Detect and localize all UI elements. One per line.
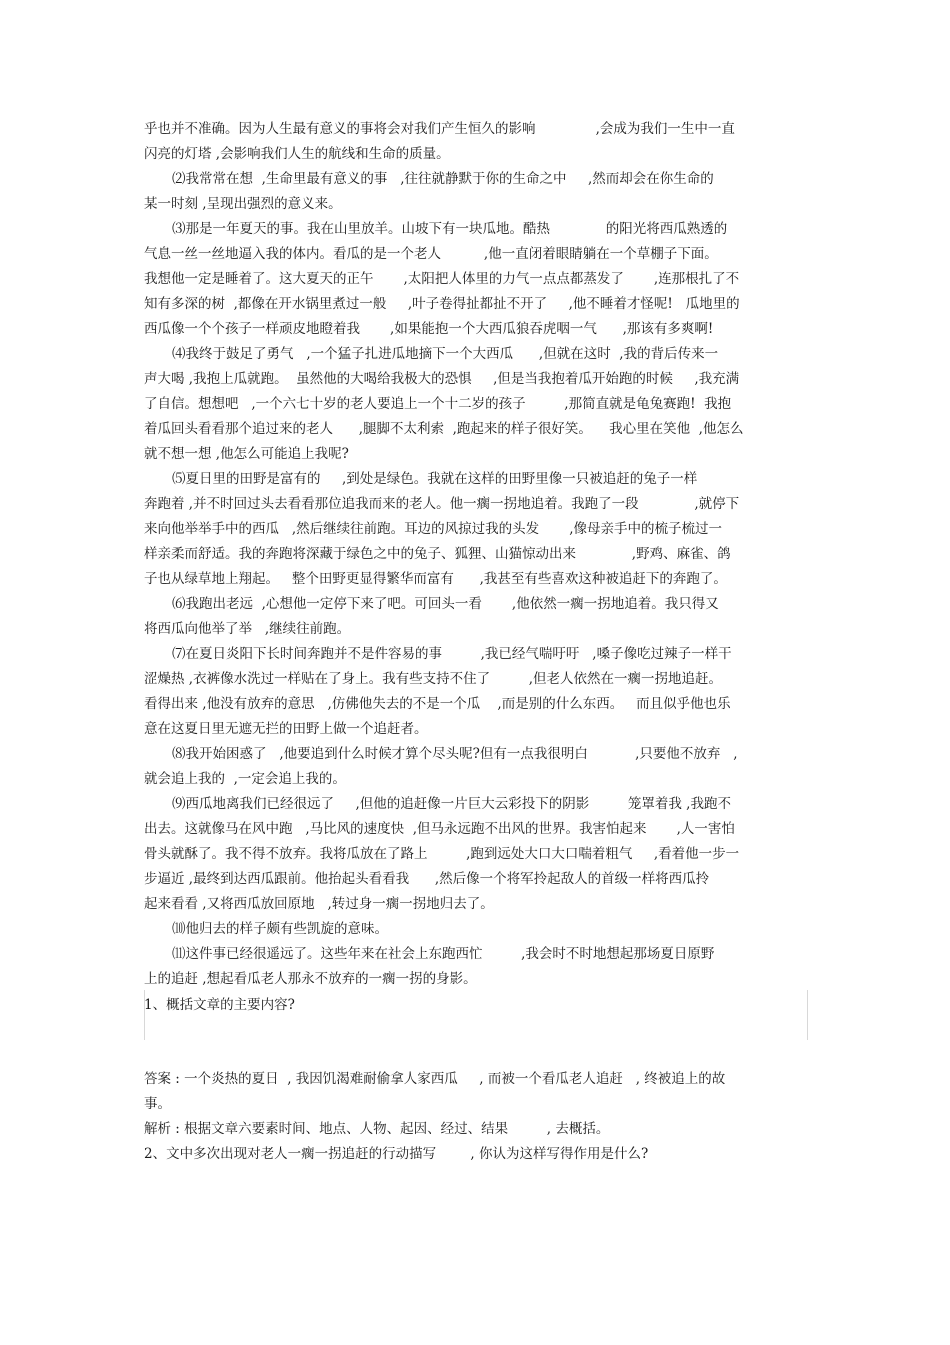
text-line: 来向他举举手中的西瓜 ,然后继续往前跑。耳边的风掠过我的头发 ,像母亲手中的梳子梳过一 xyxy=(144,521,722,537)
text-line: 西瓜像一个个孩子一样顽皮地瞪着我 ,如果能抱一个大西瓜狼吞虎咽一气 ,那该有多爽啊! xyxy=(144,321,714,337)
paragraph-9-line: ⑼西瓜地离我们已经很远了 ,但他的追赶像一片巨大云彩投下的阴影 笼罩着我 ,我跑不 xyxy=(172,796,731,812)
text-line: 就不想一想 ,他怎么可能追上我呢? xyxy=(144,446,349,462)
text-line: 将西瓜向他举了举 ,继续往前跑。 xyxy=(144,621,351,637)
paragraph-2-line: ⑵我常常在想 ,生命里最有意义的事 ,往往就静默于你的生命之中 ,然而却会在你生命的 xyxy=(172,171,714,187)
paragraph-6-line: ⑹我跑出老远 ,心想他一定停下来了吧。可回头一看 ,他依然一瘸一拐地追着。我只得又 xyxy=(172,596,719,612)
text-line: 闪亮的灯塔 ,会影响我们人生的航线和生命的质量。 xyxy=(144,146,450,162)
text-line: 子也从绿草地上翔起。 整个田野更显得繁华而富有 ,我甚至有些喜欢这种被追赶下的奔跑了。 xyxy=(144,571,727,587)
text-line: 看得出来 ,他没有放弃的意思 ,仿佛他失去的不是一个瓜 ,而是别的什么东西。 而且似乎他也乐 xyxy=(144,696,731,712)
text-line: 骨头就酥了。我不得不放弃。我将瓜放在了路上 ,跑到远处大口大口喘着粗气 ,看着他一步一 xyxy=(144,846,740,862)
text-line: 知有多深的树 ,都像在开水锅里煮过一般 ,叶子卷得扯都扯不开了 ,他不睡着才怪呢! 瓜地里的 xyxy=(144,296,740,312)
text-line: 着瓜回头看看那个追过来的老人 ,腿脚不太利索 ,跑起来的样子很好笑。 我心里在笑他 ,他怎么 xyxy=(144,421,744,437)
answer-space xyxy=(144,990,808,1040)
paragraph-4-line: ⑷我终于鼓足了勇气 ,一个猛子扎进瓜地摘下一个大西瓜 ,但就在这时 ,我的背后传来一 xyxy=(172,346,719,362)
paragraph-3-line: ⑶那是一年夏天的事。我在山里放羊。山坡下有一块瓜地。酷热 的阳光将西瓜熟透的 xyxy=(172,221,728,237)
text-line: 上的追赶 ,想起看瓜老人那永不放弃的一瘸一拐的身影。 xyxy=(144,971,477,987)
analysis-line: 解析 : 根据文章六要素时间、地点、人物、起因、经过、结果 , 去概括。 xyxy=(144,1121,610,1137)
text-line: 就会追上我的 ,一定会追上我的。 xyxy=(144,771,346,787)
text-line: 声大喝 ,我抱上瓜就跑。 虽然他的大喝给我极大的恐惧 ,但是当我抱着瓜开始跑的时候 ,我充满 xyxy=(144,371,740,387)
text-line: 起来看看 ,又将西瓜放回原地 ,转过身一瘸一拐地归去了。 xyxy=(144,896,494,912)
text-line: 气息一丝一丝地逼入我的体内。看瓜的是一个老人 ,他一直闭着眼睛躺在一个草棚子下面。 xyxy=(144,246,718,262)
text-line: 乎也并不准确。因为人生最有意义的事将会对我们产生恒久的影响 ,会成为我们一生中一直 xyxy=(144,121,735,137)
text-line: 意在这夏日里无遮无拦的田野上做一个追赶者。 xyxy=(144,721,428,737)
text-line: 了自信。想想吧 ,一个六七十岁的老人要追上一个十二岁的孩子 ,那简直就是龟兔赛跑! 我抱 xyxy=(144,396,732,412)
paragraph-7-line: ⑺在夏日炎阳下长时间奔跑并不是件容易的事 ,我已经气喘吁吁 ,嗓子像吃过辣子一样干 xyxy=(172,646,732,662)
question-2: 2、文中多次出现对老人一瘸一拐追赶的行动描写 , 你认为这样写得作用是什么? xyxy=(144,1146,649,1162)
answer-line: 答案 : 一个炎热的夏日 , 我因饥渴难耐偷拿人家西瓜 , 而被一个看瓜老人追赶 , 终被追上的故 xyxy=(144,1071,726,1087)
paragraph-10-line: ⑽他归去的样子颇有些凯旋的意味。 xyxy=(172,921,388,937)
text-line: 样亲柔而舒适。我的奔跑将深藏于绿色之中的兔子、狐狸、山猫惊动出来 ,野鸡、麻雀、鸽 xyxy=(144,546,731,562)
paragraph-5-line: ⑸夏日里的田野是富有的 ,到处是绿色。我就在这样的田野里像一只被追赶的兔子一样 xyxy=(172,471,698,487)
text-line: 我想他一定是睡着了。这大夏天的正午 ,太阳把人体里的力气一点点都蒸发了 ,连那根扎了不 xyxy=(144,271,740,287)
paragraph-11-line: ⑾这件事已经很遥远了。这些年来在社会上东跑西忙 ,我会时不时地想起那场夏日原野 xyxy=(172,946,715,962)
text-line: 出去。这就像马在风中跑 ,马比风的速度快 ,但马永远跑不出风的世界。我害怕起来 ,人一害怕 xyxy=(144,821,735,837)
text-line: 涩燥热 ,衣裤像水洗过一样贴在了身上。我有些支持不住了 ,但老人依然在一瘸一拐地追赶。 xyxy=(144,671,722,687)
text-line: 步逼近 ,最终到达西瓜跟前。他抬起头看看我 ,然后像一个将军拎起敌人的首级一样将西瓜拎 xyxy=(144,871,710,887)
paragraph-8-line: ⑻我开始困惑了 ,他要追到什么时候才算个尽头呢?但有一点我很明白 ,只要他不放弃 , xyxy=(172,746,738,762)
question-1: 1、概括文章的主要内容? xyxy=(144,997,295,1013)
text-line: 某一时刻 ,呈现出强烈的意义来。 xyxy=(144,196,342,212)
text-line: 奔跑着 ,并不时回过头去看看那位追我而来的老人。他一瘸一拐地追着。我跑了一段 ,就停下 xyxy=(144,496,740,512)
answer-line: 事。 xyxy=(144,1096,171,1112)
